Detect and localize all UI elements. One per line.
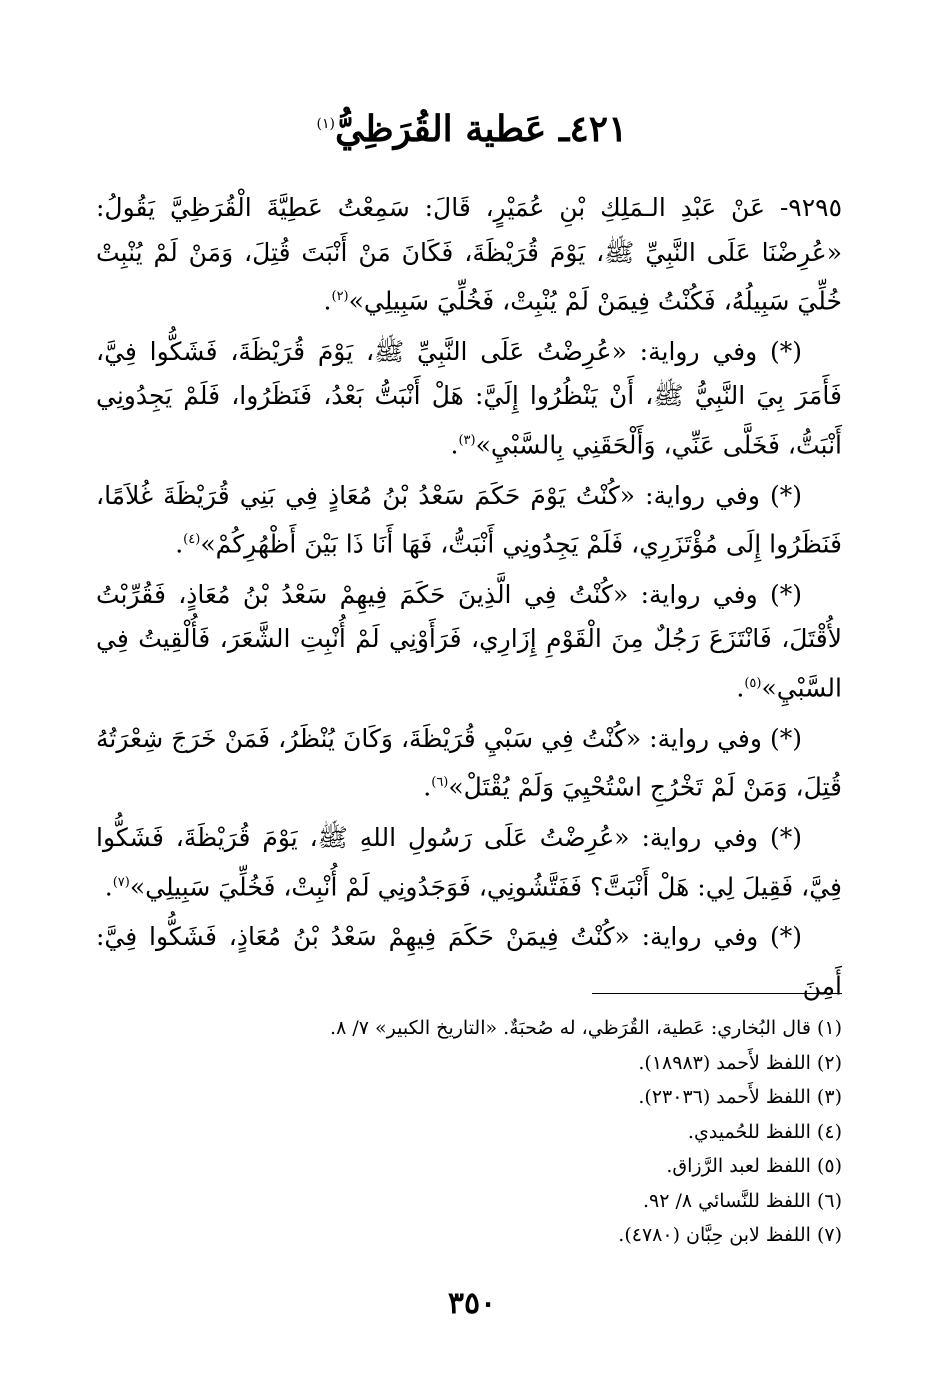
hadith-text	[96, 186, 842, 1015]
chapter-heading	[0, 108, 944, 150]
footnote-ref: (٤)	[183, 532, 201, 548]
narration-paragraph: (*) وفي رواية: «كُنْتُ فِيمَنْ حَكَمَ فِيهِمْ سَعْدُ بْنُ مُعَاذٍ، فَشَكُّوا فِيَّ: أَمِنَ	[96, 922, 842, 1001]
narration-paragraph: (*) وفي رواية: «عُرِضْتُ عَلَى رَسُولِ اللهِ ﷺ، يَوْمَ قُرَيْظَةَ، فَشَكُّوا فِيَّ، فَقِيلَ لِي: هَلْ أَنْبَتَّ؟ فَفَتَّشُونِي، فَوَجَدُونِي لَمْ أُنْبِتْ، فَخُلِّيَ سَبِيلِي»$^{(٧)}$.	[96, 823, 842, 901]
narration-paragraph: (*) وفي رواية: «كُنْتُ فِي الَّذِينَ حَكَمَ فِيهِمْ سَعْدُ بْنُ مُعَاذٍ، فَقُرِّبْتُ لأُقْتَلَ، فَانْتَزَعَ رَجُلٌ مِنَ الْقَوْمِ إِزَارِي، فَرَأَوْنِي لَمْ أُنْبِتِ الشَّعَرَ، فَأُلْقِيتُ فِي السَّبْيِ»$^{(٥)}$.	[96, 579, 842, 703]
footnote-ref: (٧)	[112, 874, 130, 890]
narration-paragraph: (*) وفي رواية: «كُنْتُ يَوْمَ حَكَمَ سَعْدُ بْنُ مُعَاذٍ فِي بَنِي قُرَيْظَةَ غُلاَمًا، فَنَظَرُوا إِلَى مُؤْتَزَرِي، فَلَمْ يَجِدُونِي أَنْبَتُّ، فَهَا أَنَا ذَا بَيْنَ أَظْهُرِكُمْ»$^{(٤)}$.	[96, 480, 842, 559]
footnote: (٧) اللفظ لابن حِبَّان (٤٧٨٠).	[618, 1224, 842, 1246]
footnote-ref: (١)	[316, 116, 335, 132]
footnote-ref: (٣)	[458, 432, 476, 448]
page-number: ٣٥٠	[447, 1286, 497, 1321]
footnote: (٢) اللفظ لأَحمد (١٨٩٨٣).	[638, 1051, 842, 1074]
footnote: (١) قال البُخاري: عَطية، القُرَظي، له صُحبَةٌ. «التاريخ الكبير» ٧/ ٨.	[330, 1017, 842, 1039]
footnote: (٥) اللفظ لعبد الرَّزاق.	[666, 1155, 842, 1177]
footnote-ref: (٥)	[744, 675, 762, 691]
footnotes	[96, 1011, 842, 1253]
footnote: (٦) اللفظ للنَّسائي ٨/ ٩٢.	[643, 1189, 842, 1212]
chapter-title: ٤٢١ـ عَطية القُرَظِيُّ	[334, 108, 628, 150]
footnote-separator	[592, 993, 842, 994]
narration-paragraph: (*) وفي رواية: «عُرِضْتُ عَلَى النَّبِيِّ ﷺ، يَوْمَ قُرَيْظَةَ، فَشَكُّوا فِيَّ، فَأَمَرَ بِيَ النَّبِيُّ ﷺ، أَنْ يَنْظُرُوا إِلَيَّ: هَلْ أَنْبَتُّ بَعْدُ، فَنَظَرُوا، فَلَمْ يَجِدُونِي أَنْبَتُّ، فَخَلَّى عَنِّي، وَأَلْحَقَنِي بِالسَّبْيِ»$^{(٣)}$.	[96, 336, 842, 460]
footnote: (٤) اللفظ للحُميدي.	[687, 1120, 842, 1143]
narration-paragraph: (*) وفي رواية: «كُنْتُ فِي سَبْيِ قُرَيْظَةَ، وَكَانَ يُنْظَرُ، فَمَنْ خَرَجَ شِعْرَتُهُ قُتِلَ، وَمَنْ لَمْ تَخْرُجِ اسْتُحْيِيَ وَلَمْ يُقْتَلْ»$^{(٦)}$.	[96, 723, 842, 802]
footnote-ref: (٦)	[431, 775, 449, 791]
hadith-paragraph: ٩٢٩٥- عَنْ عَبْدِ الـمَلِكِ بْنِ عُمَيْرٍ، قَالَ: سَمِعْتُ عَطِيَّةَ الْقُرَظِيَّ يَقُولُ: «عُرِضْنَا عَلَى النَّبِيِّ ﷺ، يَوْمَ قُرَيْظَةَ، فَكَانَ مَنْ أَنْبَتَ قُتِلَ، وَمَنْ لَمْ يُنْبِتْ خُلِّيَ سَبِيلُهُ، فَكُنْتُ فِيمَنْ لَمْ يُنْبِتْ، فَخُلِّيَ سَبِيلِي»$^{(٢)}$.	[96, 193, 842, 316]
footnote-ref: (٢)	[331, 289, 349, 304]
footnote: (٣) اللفظ لأَحمد (٢٣٠٣٦).	[638, 1086, 842, 1108]
